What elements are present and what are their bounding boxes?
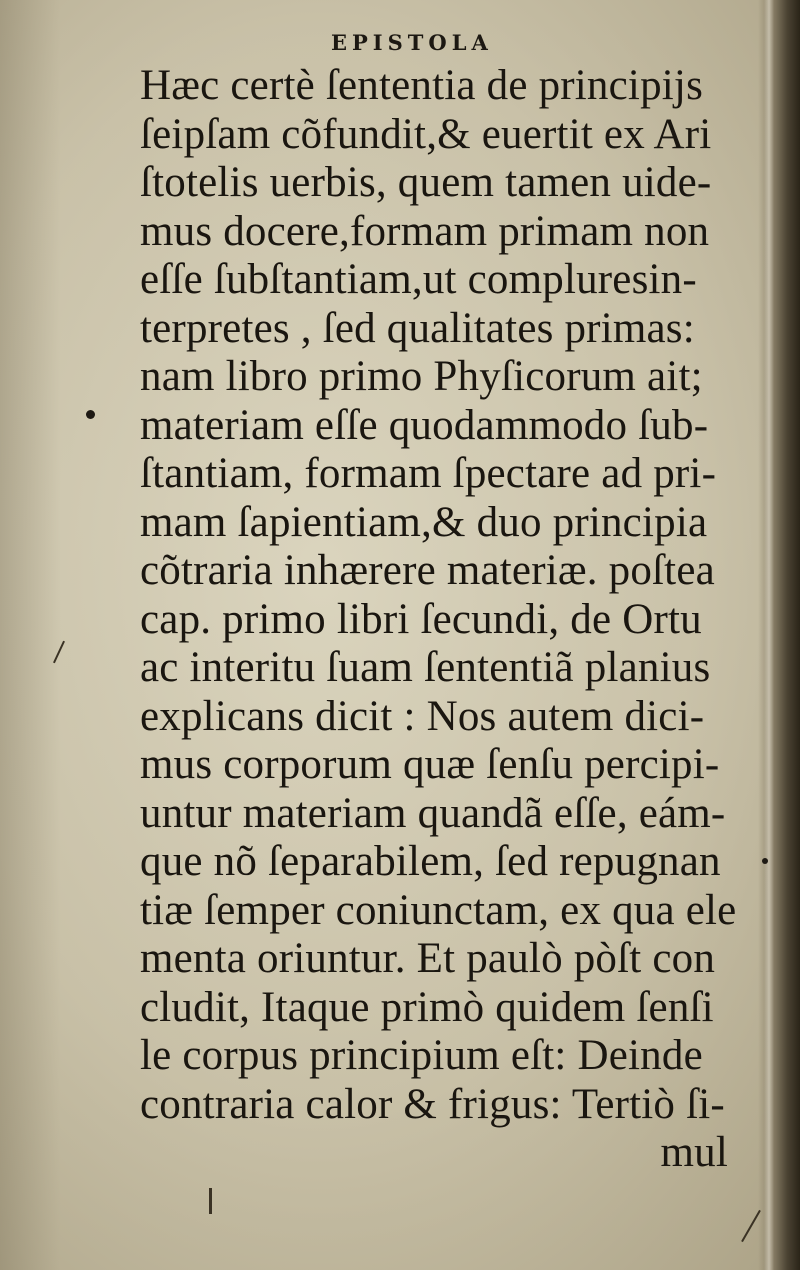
running-head: EPISTOLA (331, 30, 493, 55)
text-line: cõtraria inhærere materiæ. poſtea (140, 547, 715, 594)
text-line: que nõ ſeparabilem, ſed repugnan (140, 838, 721, 885)
text-line: ſtantiam, formam ſpectare ad pri- (140, 450, 717, 497)
text-line: menta oriuntur. Et paulò pòſt con (140, 935, 716, 982)
text-line: untur materiam quandã eſſe, eám- (140, 789, 726, 837)
page-shadow (0, 0, 60, 1270)
text-line: ſtotelis uerbis, quem tamen uide- (140, 159, 712, 206)
text-line: mus corporum quæ ſenſu percipi- (140, 741, 720, 788)
text-line: cludit, Itaque primò quidem ſenſi (140, 983, 714, 1031)
text-line: le corpus principium eſt: Deinde (140, 1032, 703, 1079)
ink-dot (86, 410, 95, 419)
text-line: mam ſapientiam,& duo principia (140, 498, 708, 546)
text-line: mus docere,formam primam non (140, 207, 710, 255)
text-line: terpretes , ſed qualitates primas: (140, 304, 695, 352)
text-line: tiæ ſemper coniunctam, ex qua ele (140, 886, 737, 934)
text-line: explicans dicit : Nos autem dici- (140, 692, 705, 740)
text-line: contraria calor & frigus: Tertiò ſi- (140, 1080, 725, 1128)
text-line: materiam eſſe quodammodo ſub- (140, 401, 709, 449)
text-line: eſſe ſubſtantiam,ut compluresin- (140, 256, 697, 303)
text-line: cap. primo libri ſecundi, de Ortu (140, 595, 702, 643)
body-text (140, 62, 740, 1178)
text-line: Hæc certè ſententia de principijs (140, 62, 703, 109)
ink-stroke (209, 1188, 212, 1214)
ink-dot (762, 858, 768, 864)
text-line: nam libro primo Phyſicorum ait; (140, 353, 703, 400)
page-edge-highlight (764, 0, 774, 1270)
text-line: ac interitu ſuam ſententiã planius (140, 644, 711, 691)
catchword: mul (660, 1129, 728, 1176)
text-line: ſeipſam cõfundit,& euertit ex Ari (140, 110, 712, 158)
